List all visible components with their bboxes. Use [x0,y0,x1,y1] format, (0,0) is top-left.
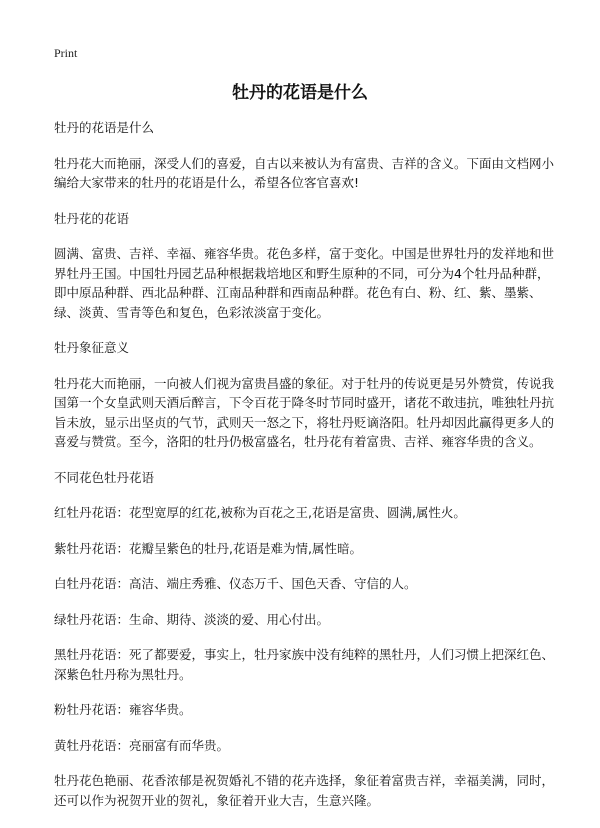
paragraph: 牡丹花大而艳丽，一向被人们视为富贵昌盛的象征。对于牡丹的传说更是另外赞赏，传说我国第一个女皇武则天酒后醉言，下令百花于降冬时节同时盛开，诸花不敢违抗，唯独牡丹抗旨未放，显示出坚贞的气节，武则天一怒之下，将牡丹贬谪洛阳。牡丹却因此赢得更多人的喜爱与赞赏。至今，洛阳的牡丹仍极富盛名，牡丹花有着富贵、吉祥、雍容华贵的含义。 [54,375,555,449]
section-heading: 牡丹的花语是什么 [54,120,155,135]
paragraph: 牡丹花色艳丽、花香浓郁是祝贺婚礼不错的花卉选择，象征着富贵吉祥，幸福美满，同时，还可以作为祝贺开业的贺礼，象征着开业大吉，生意兴隆。 [54,773,555,808]
page-title: 牡丹的花语是什么 [232,83,368,103]
paragraph: 红牡丹花语：花型宽厚的红花,被称为百花之王,花语是富贵、圆满,属性火。 [54,505,466,520]
paragraph: 绿牡丹花语：生命、期待、淡淡的爱、用心付出。 [54,611,330,627]
section-heading: 牡丹象征意义 [54,340,130,355]
paragraph: 黄牡丹花语：亮丽富有而华贵。 [54,737,230,753]
paragraph: 牡丹花大而艳丽，深受人们的喜爱，自古以来被认为有富贵、吉祥的含义。下面由文档网小编给大家带来的牡丹的花语是什么，希望各位客官喜欢! [54,155,555,190]
print-link[interactable]: Print [54,46,78,60]
paragraph: 紫牡丹花语：花瓣呈紫色的牡丹,花语是难为情,属性暗。 [54,540,362,556]
paragraph: 圆满、富贵、吉祥、幸福、雍容华贵。花色多样，富于变化。中国是世界牡丹的发祥地和世界牡丹王国。中国牡丹园艺品种根据栽培地区和野生原种的不同，可分为4个牡丹品种群，即中原品种群、西北品种群、江南品种群和西南品种群。花色有白、粉、红、紫、墨紫、绿、淡黄、雪青等色和复色，色彩浓淡富于变化。 [54,246,555,320]
article-body [54,118,554,826]
section-heading: 牡丹花的花语 [54,210,130,226]
section-heading: 不同花色牡丹花语 [54,469,155,485]
paragraph: 白牡丹花语：高洁、端庄秀雅、仪态万千、国色天香、守信的人。 [54,576,417,591]
paragraph: 黑牡丹花语：死了都要爱，事实上，牡丹家族中没有纯粹的黑牡丹，人们习惯上把深红色、深紫色牡丹称为黑牡丹。 [54,647,555,682]
paragraph: 粉牡丹花语：雍容华贵。 [54,702,192,717]
